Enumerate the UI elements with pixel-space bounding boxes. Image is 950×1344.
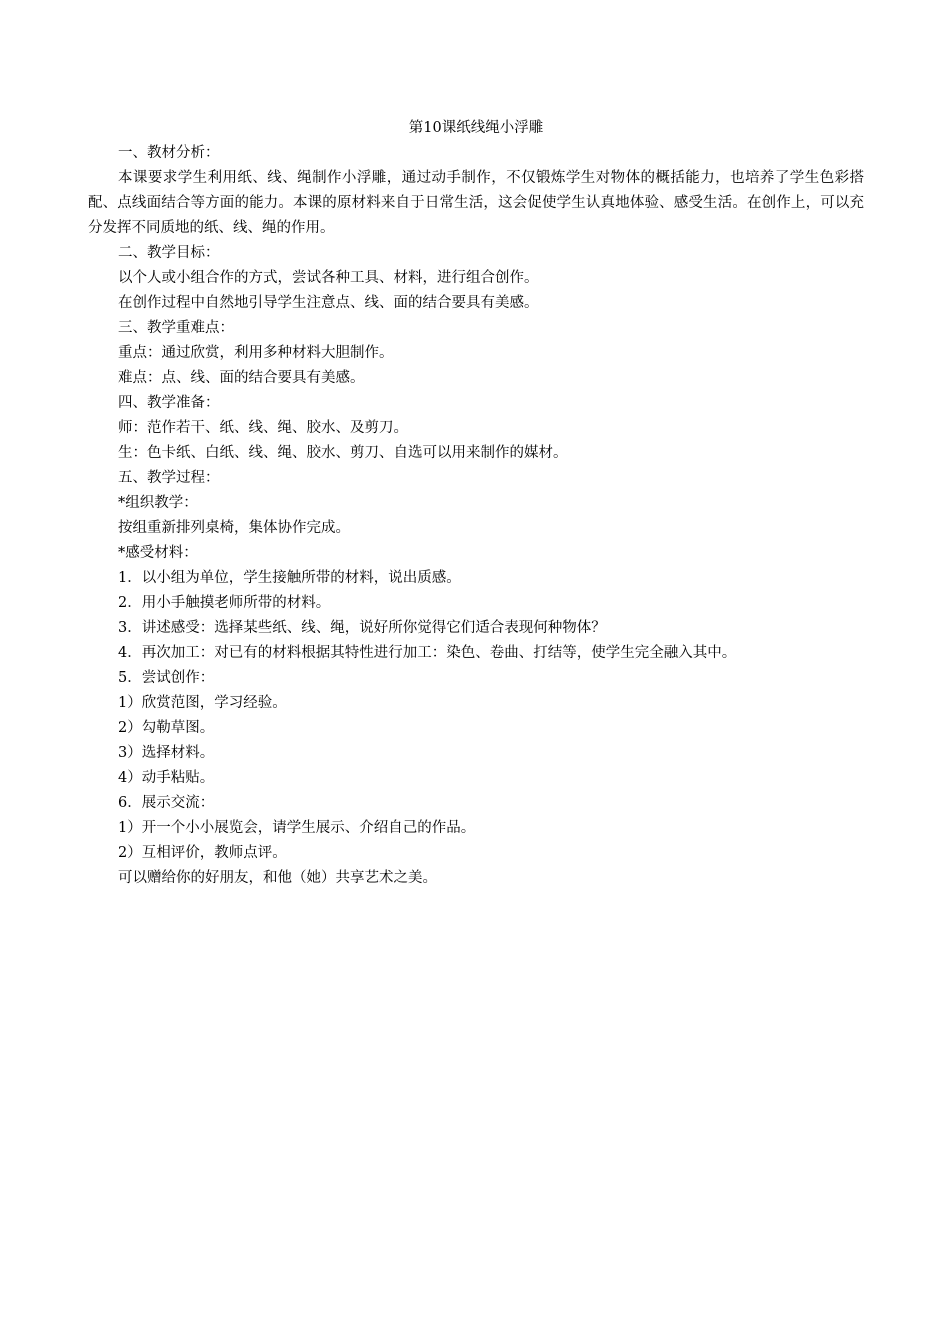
text-line: 五、教学过程： <box>118 470 220 486</box>
text-line: 四、教学准备： <box>118 395 220 411</box>
text-line: 按组重新排列桌椅，集体协作完成。 <box>118 520 350 536</box>
text-line: 重点：通过欣赏，利用多种材料大胆制作。 <box>118 345 394 361</box>
text-line: 2）互相评价，教师点评。 <box>118 845 287 861</box>
text-line: 3）选择材料。 <box>118 745 215 761</box>
text-line: 2）勾勒草图。 <box>118 720 215 736</box>
text-line: 可以赠给你的好朋友，和他（她）共享艺术之美。 <box>118 870 437 886</box>
document-title: 第10课纸线绳小浮雕 <box>408 120 544 136</box>
text-line: 2．用小手触摸老师所带的材料。 <box>118 595 331 611</box>
text-line: 6．展示交流： <box>118 795 215 811</box>
text-line: 5．尝试创作： <box>118 670 215 686</box>
text-line: 三、教学重难点： <box>118 320 234 336</box>
text-line: 一、教材分析： <box>118 145 220 161</box>
text-line: 生：色卡纸、白纸、线、绳、胶水、剪刀、自选可以用来制作的媒材。 <box>118 445 568 461</box>
text-line: *感受材料： <box>118 545 198 561</box>
text-line: 4．再次加工：对已有的材料根据其特性进行加工：染色、卷曲、打结等，使学生完全融入其中。 <box>118 645 737 661</box>
document-body <box>88 141 864 891</box>
text-line: 二、教学目标： <box>118 245 220 261</box>
text-line: *组织教学： <box>118 495 198 511</box>
text-line: 师：范作若干、纸、线、绳、胶水、及剪刀。 <box>118 420 408 436</box>
text-line: 4）动手粘贴。 <box>118 770 215 786</box>
text-line: 1）开一个小小展览会，请学生展示、介绍自己的作品。 <box>118 820 476 836</box>
text-line: 1）欣赏范图，学习经验。 <box>118 695 287 711</box>
text-line: 1．以小组为单位，学生接触所带的材料，说出质感。 <box>118 570 461 586</box>
text-paragraph: 本课要求学生利用纸、线、绳制作小浮雕，通过动手制作，不仅锻炼学生对物体的概括能力，也培养了学生色彩搭配、点线面结合等方面的能力。本课的原材料来自于日常生活，这会促使学生认真地体验、感受生活。在创作上，可以充分发挥不同质地的纸、线、绳的作用。 <box>88 170 864 236</box>
text-line: 3．讲述感受：选择某些纸、线、绳，说好所你觉得它们适合表现何种物体？ <box>118 620 606 636</box>
text-line: 以个人或小组合作的方式，尝试各种工具、材料，进行组合创作。 <box>118 270 539 286</box>
document-page <box>88 116 864 891</box>
text-line: 在创作过程中自然地引导学生注意点、线、面的结合要具有美感。 <box>118 295 539 311</box>
text-line: 难点：点、线、面的结合要具有美感。 <box>118 370 365 386</box>
